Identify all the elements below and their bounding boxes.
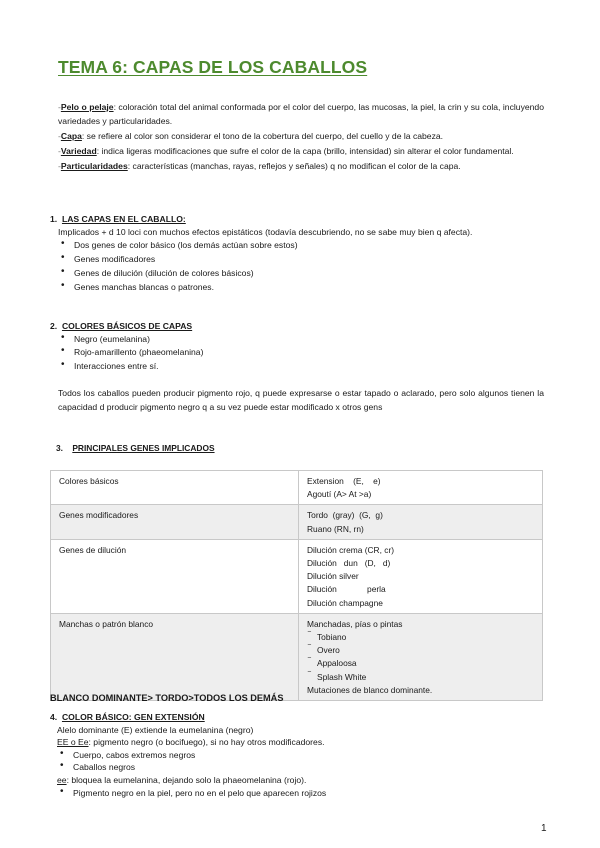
table-cell-label: Colores básicos (51, 471, 299, 505)
definition-particularidades: -Particularidades: características (manchas, rayas, reflejos y señales) q no modifican el color de la capa. (58, 160, 461, 171)
table-row (51, 471, 543, 505)
list-item: • Pigmento negro en la piel, pero no en el pelo que aparecen rojizos (57, 787, 544, 800)
genotype-line: EE o Ee: pigmento negro (o bocifuego), si no hay otros modificadores. (57, 737, 325, 748)
table-cell-value: Manchadas, pías o pintas ‾ Tobiano ‾ Overo ‾ Appaloosa ‾ Splash White Mutaciones de blanco dominante. (299, 613, 543, 700)
list-item: • Genes de dilución (dilución de colores básicos) (58, 267, 544, 280)
list-item: ‾ Splash White (307, 671, 536, 684)
list-item: ‾ Appaloosa (307, 657, 536, 670)
table-cell-label: Genes modificadores (51, 505, 299, 539)
list-item: • Rojo-amarillento (phaeomelanina) (58, 346, 544, 359)
list-item: • Genes modificadores (58, 253, 544, 266)
list-item: ‾ Overo (307, 644, 536, 657)
list-item: • Cuerpo, cabos extremos negros (57, 749, 544, 762)
section-colores-basicos (50, 320, 544, 374)
table-cell-label: Genes de dilución (51, 539, 299, 613)
bullet-list (57, 787, 544, 800)
definition-pelo: -Pelo o pelaje: coloración total del animal conformada por el color del cuerpo, las mucosas, la piel, la crin y su cola, incluyendo variedades y particularidades. (58, 102, 544, 126)
section-heading-genes: 3. PRINCIPALES GENES IMPLICADOS (56, 443, 215, 453)
bullet-list (57, 749, 544, 774)
intro-definitions (58, 101, 544, 175)
table-row (51, 613, 543, 700)
list-item: • Dos genes de color básico (los demás actúan sobre estos) (58, 239, 544, 252)
list-item: • Genes manchas blancas o patrones. (58, 281, 544, 294)
section-capas (50, 213, 544, 295)
section-heading: 2. COLORES BÁSICOS DE CAPAS (50, 321, 193, 331)
page-title: TEMA 6: CAPAS DE LOS CABALLOS (58, 57, 368, 77)
list-item: • Negro (eumelanina) (58, 333, 544, 346)
dash-list (307, 631, 536, 684)
definition-capa: -Capa: se refiere al color son considerar el tono de la cobertura del cuerpo, del cuello y de la cabeza. (58, 130, 444, 141)
table-cell-label: Manchas o patrón blanco (51, 613, 299, 700)
bullet-list (58, 239, 544, 294)
section-body: Alelo dominante (E) extiende la eumelanina (negro) (57, 724, 254, 735)
pigment-paragraph: Todos los caballos pueden producir pigmento rojo, q puede expresarse o estar tapado o aclarado, pero solo algunos tienen la capacidad d producir pigmento negro q a su vez puede estar modificado x otros gens (58, 388, 544, 412)
table-cell-value: Extension (E, e) Agoutí (A> At >a) (299, 471, 543, 505)
table-cell-value: Tordo (gray) (G, g) Ruano (RN, rn) (299, 505, 543, 539)
list-item: ‾ Tobiano (307, 631, 536, 644)
section-heading: 1. LAS CAPAS EN EL CABALLO: (50, 214, 186, 224)
table-row (51, 505, 543, 539)
section-heading: 4. COLOR BÁSICO: GEN EXTENSIÓN (50, 712, 205, 722)
page-number: 1 (541, 823, 547, 834)
table-row (51, 539, 543, 613)
dominance-line: BLANCO DOMINANTE> TORDO>TODOS LOS DEMÁS (50, 693, 284, 703)
section-gen-extension (50, 711, 544, 799)
genotype-line: ee: bloquea la eumelanina, dejando solo la phaeomelanina (rojo). (57, 774, 307, 785)
bullet-list (50, 333, 544, 373)
table-cell-value: Dilución crema (CR, cr) Dilución dun (D, d) Dilución silver Dilución perla Dilución champagne (299, 539, 543, 613)
list-item: • Interacciones entre sí. (58, 360, 544, 373)
section-body: Implicados + d 10 loci con muchos efectos epistáticos (todavía descubriendo, no se sabe muy bien q afecta). (58, 226, 473, 237)
definition-variedad: -Variedad: indica ligeras modificaciones que sufre el color de la capa (brillo, intensidad) sin alterar el color fundamental. (58, 145, 514, 156)
genes-table (50, 470, 543, 701)
list-item: • Caballos negros (57, 761, 544, 774)
